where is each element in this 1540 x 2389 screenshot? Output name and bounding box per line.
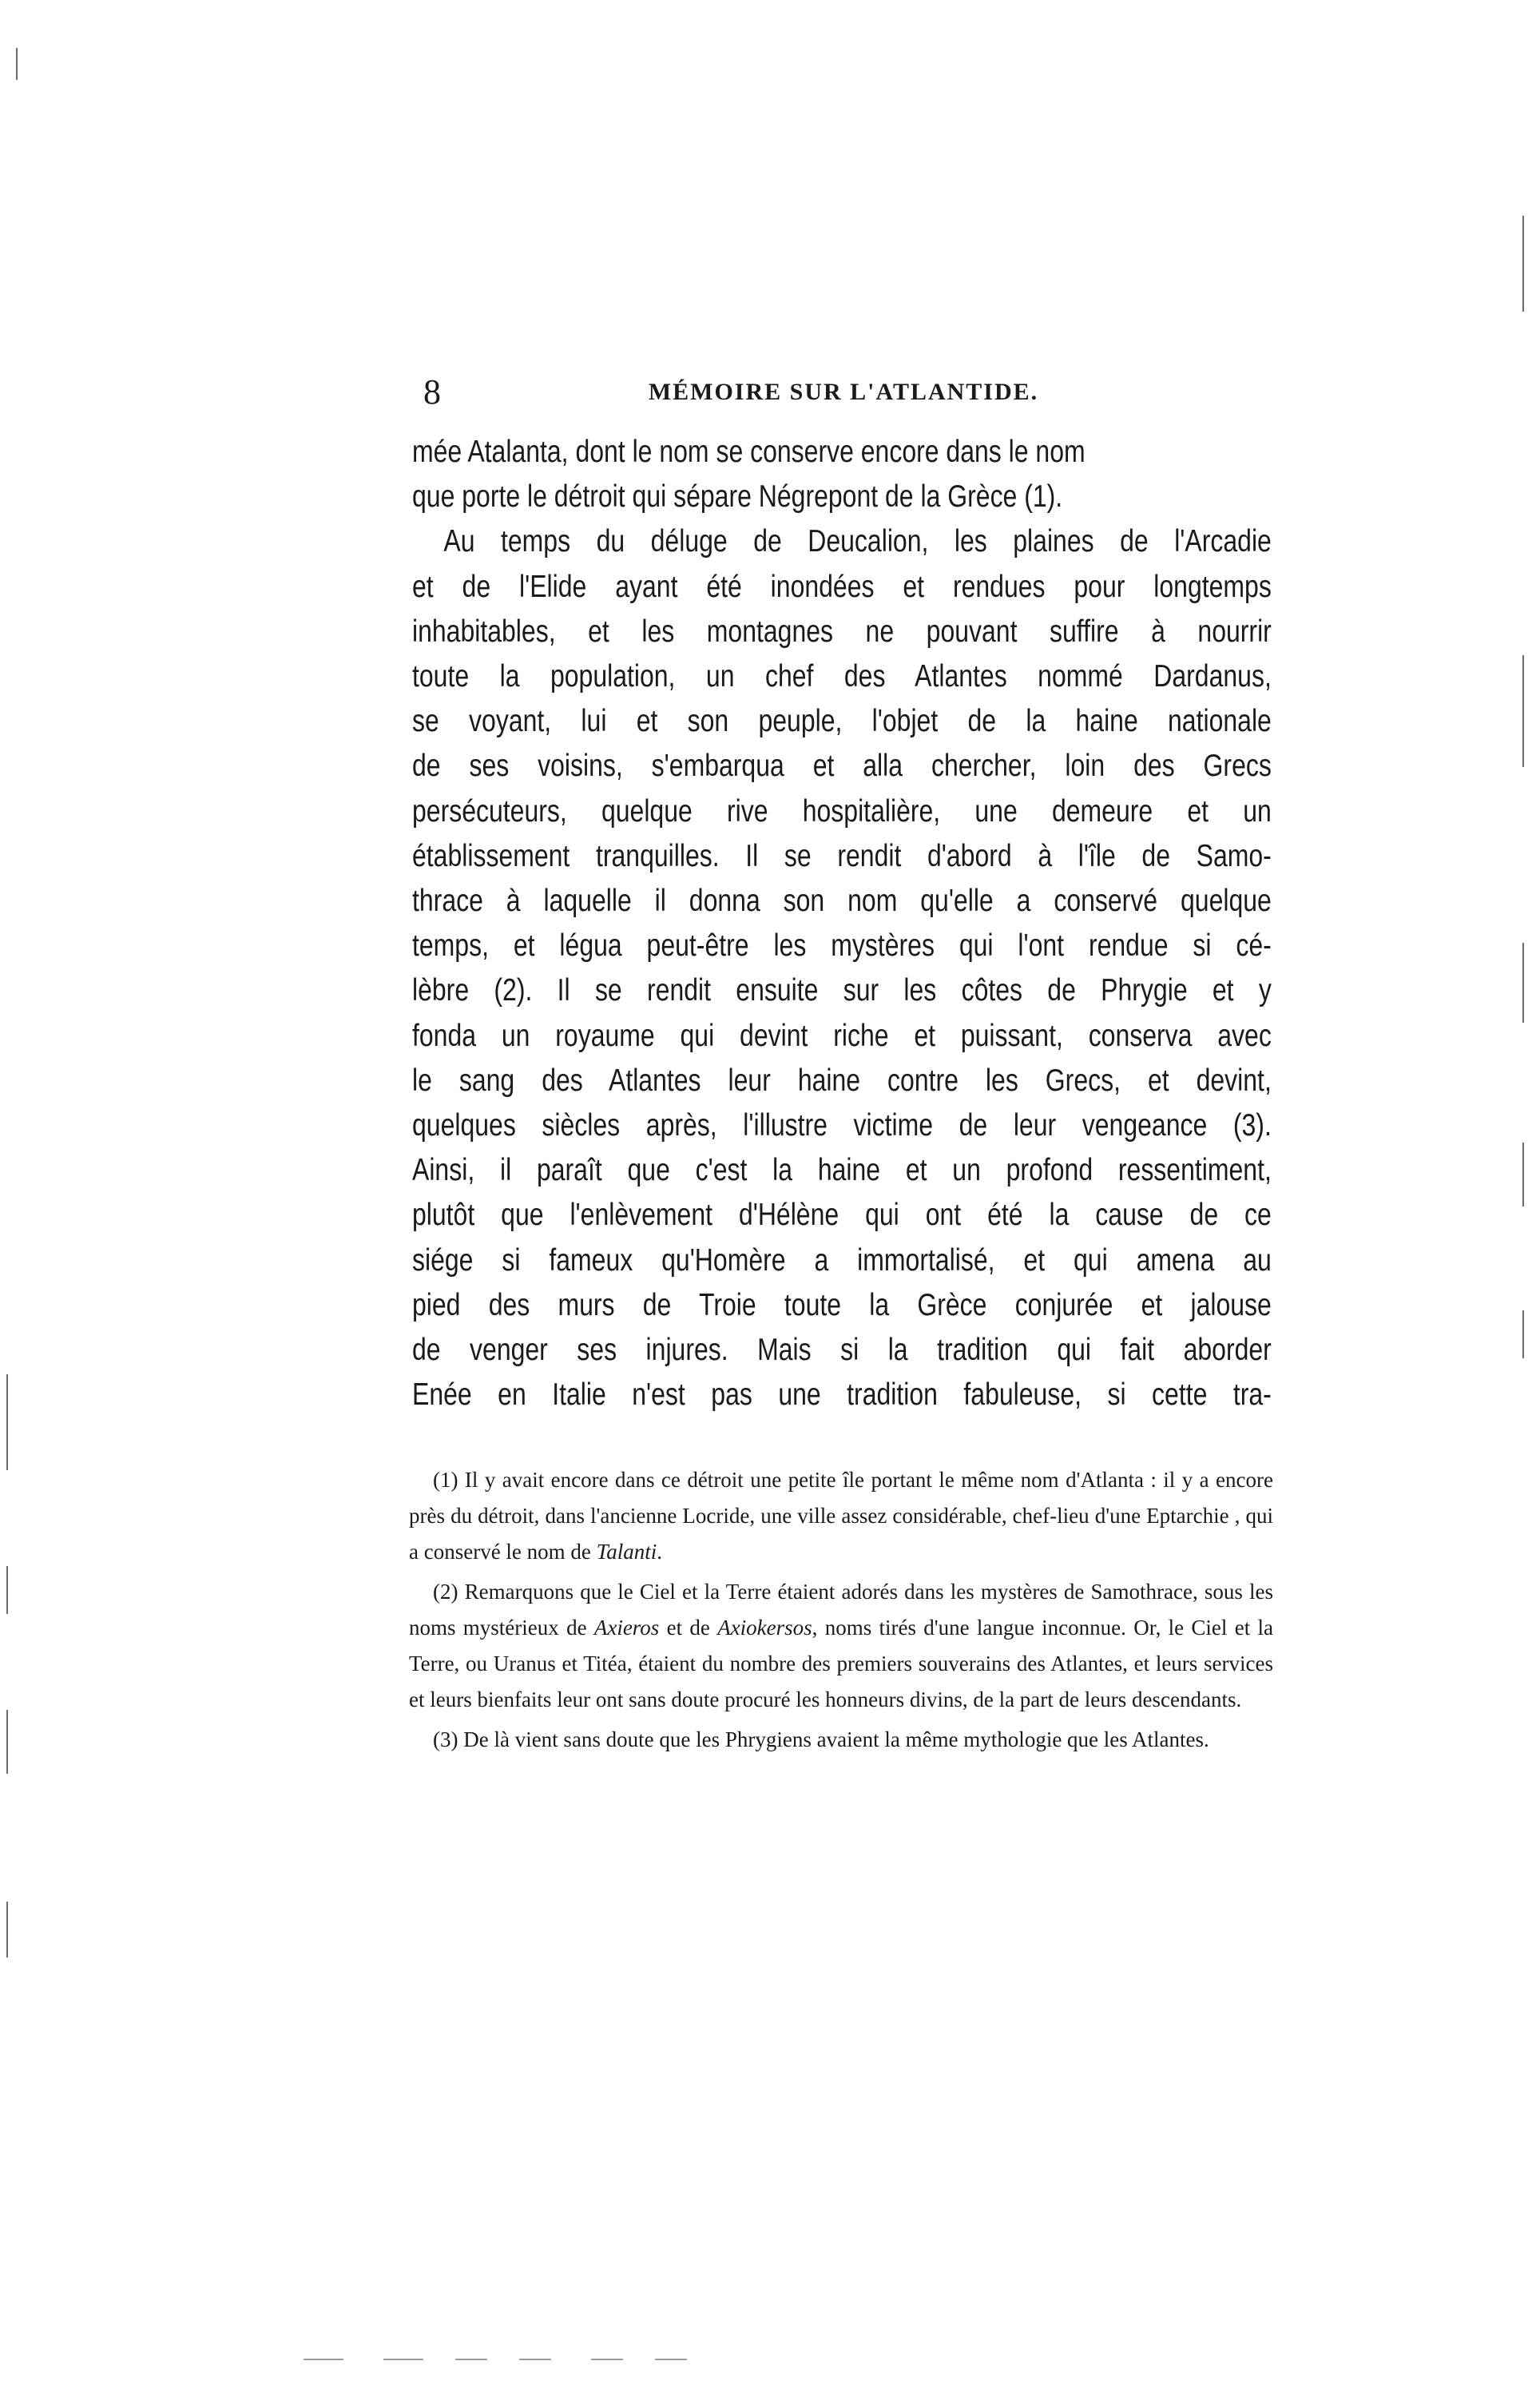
body-line: le sang des Atlantes leur haine contre les Grecs, et devint, — [412, 1063, 1272, 1098]
scan-edge-dash — [519, 2359, 551, 2360]
footnote-text: et de — [659, 1616, 718, 1640]
body-line: siége si fameux qu'Homère a immortalisé, et qui amena au — [412, 1242, 1272, 1278]
body-line: toute la population, un chef des Atlantes nommé Dardanus, — [412, 659, 1272, 694]
scan-edge-dash — [591, 2359, 623, 2360]
scan-edge-dash — [304, 2359, 343, 2360]
body-line: Enée en Italie n'est pas une tradition fabuleuse, si cette tra- — [412, 1377, 1272, 1413]
footnote-2 — [409, 1574, 1273, 1718]
body-line: établissement tranquilles. Il se rendit d'abord à l'île de Samo- — [412, 838, 1272, 873]
body-line: pied des murs de Troie toute la Grèce conjurée et jalouse — [412, 1287, 1272, 1322]
body-line: Au temps du déluge de Deucalion, les plaines de l'Arcadie — [443, 524, 1272, 559]
footnote-italic: Axiokersos — [717, 1616, 812, 1640]
body-line: mée Atalanta, dont le nom se conserve encore dans le nom — [412, 435, 1086, 469]
scan-margin-mark — [16, 48, 18, 80]
body-line: de ses voisins, s'embarqua et alla chercher, loin des Grecs — [412, 749, 1272, 784]
body-line: de venger ses injures. Mais si la tradition qui fait aborder — [412, 1333, 1272, 1368]
footnote-1 — [409, 1462, 1273, 1570]
page-header — [415, 369, 1272, 425]
body-line: plutôt que l'enlèvement d'Hélène qui ont été la cause de ce — [412, 1198, 1272, 1233]
footnote-text: , noms tirés d'une langue inconnue. Or, le Ciel et la Terre, ou Uranus et Titéa, étaient du nombre des premiers souverains des Atlantes, et leurs services et leurs bienfaits leur ont sans doute procuré les honneurs divins, de la part de leurs descendants. — [409, 1616, 1273, 1711]
running-title: MÉMOIRE SUR L'ATLANTIDE. — [648, 379, 1039, 405]
scan-margin-mark — [1522, 655, 1524, 767]
page-number: 8 — [423, 372, 441, 411]
body-line: et de l'Elide ayant été inondées et rendues pour longtemps — [412, 569, 1272, 604]
body-line: Ainsi, il paraît que c'est la haine et un profond ressentiment, — [412, 1153, 1272, 1188]
body-line: thrace à laquelle il donna son nom qu'elle a conservé quelque — [412, 884, 1272, 919]
footnote-text: (3) De là vient sans doute que les Phrygiens avaient la même mythologie que les Atlantes. — [433, 1727, 1209, 1751]
scan-edge-dash — [455, 2359, 487, 2360]
scan-edge-dash — [383, 2359, 423, 2360]
body-line: fonda un royaume qui devint riche et puissant, conserva avec — [412, 1018, 1272, 1053]
footnotes — [409, 1462, 1273, 1762]
footnote-text: . — [657, 1540, 662, 1564]
scan-margin-mark — [1522, 1310, 1524, 1358]
body-line: quelques siècles après, l'illustre victime de leur vengeance (3). — [412, 1108, 1272, 1143]
body-text-lines — [412, 430, 1272, 1417]
footnote-text: (1) Il y avait encore dans ce détroit une petite île portant le même nom d'Atlanta : il y a encore près du détroit, dans l'ancienne Locride, une ville assez considérable, chef-lieu d'une Eptarchie , qui a conservé le nom de — [409, 1468, 1273, 1564]
footnote-italic: Axieros — [593, 1616, 660, 1640]
footnote-italic: Talanti — [596, 1540, 657, 1564]
scan-margin-mark — [6, 1374, 8, 1470]
body-line: lèbre (2). Il se rendit ensuite sur les côtes de Phrygie et y — [412, 973, 1272, 1008]
body-line: temps, et légua peut-être les mystères qui l'ont rendue si cé- — [412, 928, 1272, 964]
scan-margin-mark — [6, 1902, 8, 1958]
scan-edge-dash — [655, 2359, 687, 2360]
body-line: persécuteurs, quelque rive hospitalière, une demeure et un — [412, 793, 1272, 829]
scan-margin-mark — [1522, 943, 1524, 1023]
scan-margin-mark — [1522, 1143, 1524, 1206]
body-line: inhabitables, et les montagnes ne pouvant suffire à nourrir — [412, 614, 1272, 649]
body-text — [412, 430, 1272, 1417]
scan-margin-mark — [1522, 216, 1524, 312]
body-line: que porte le détroit qui sépare Négrepont de la Grèce (1). — [412, 479, 1063, 515]
scan-margin-mark — [6, 1566, 8, 1614]
footnote-3 — [409, 1722, 1273, 1758]
footnote-text: (2) Remarquons que le Ciel et la Terre étaient adorés dans les mystères de Samothrace, sous les noms mystérieux de — [409, 1580, 1273, 1640]
body-line: se voyant, lui et son peuple, l'objet de la haine nationale — [412, 704, 1272, 739]
scan-margin-mark — [6, 1710, 8, 1774]
